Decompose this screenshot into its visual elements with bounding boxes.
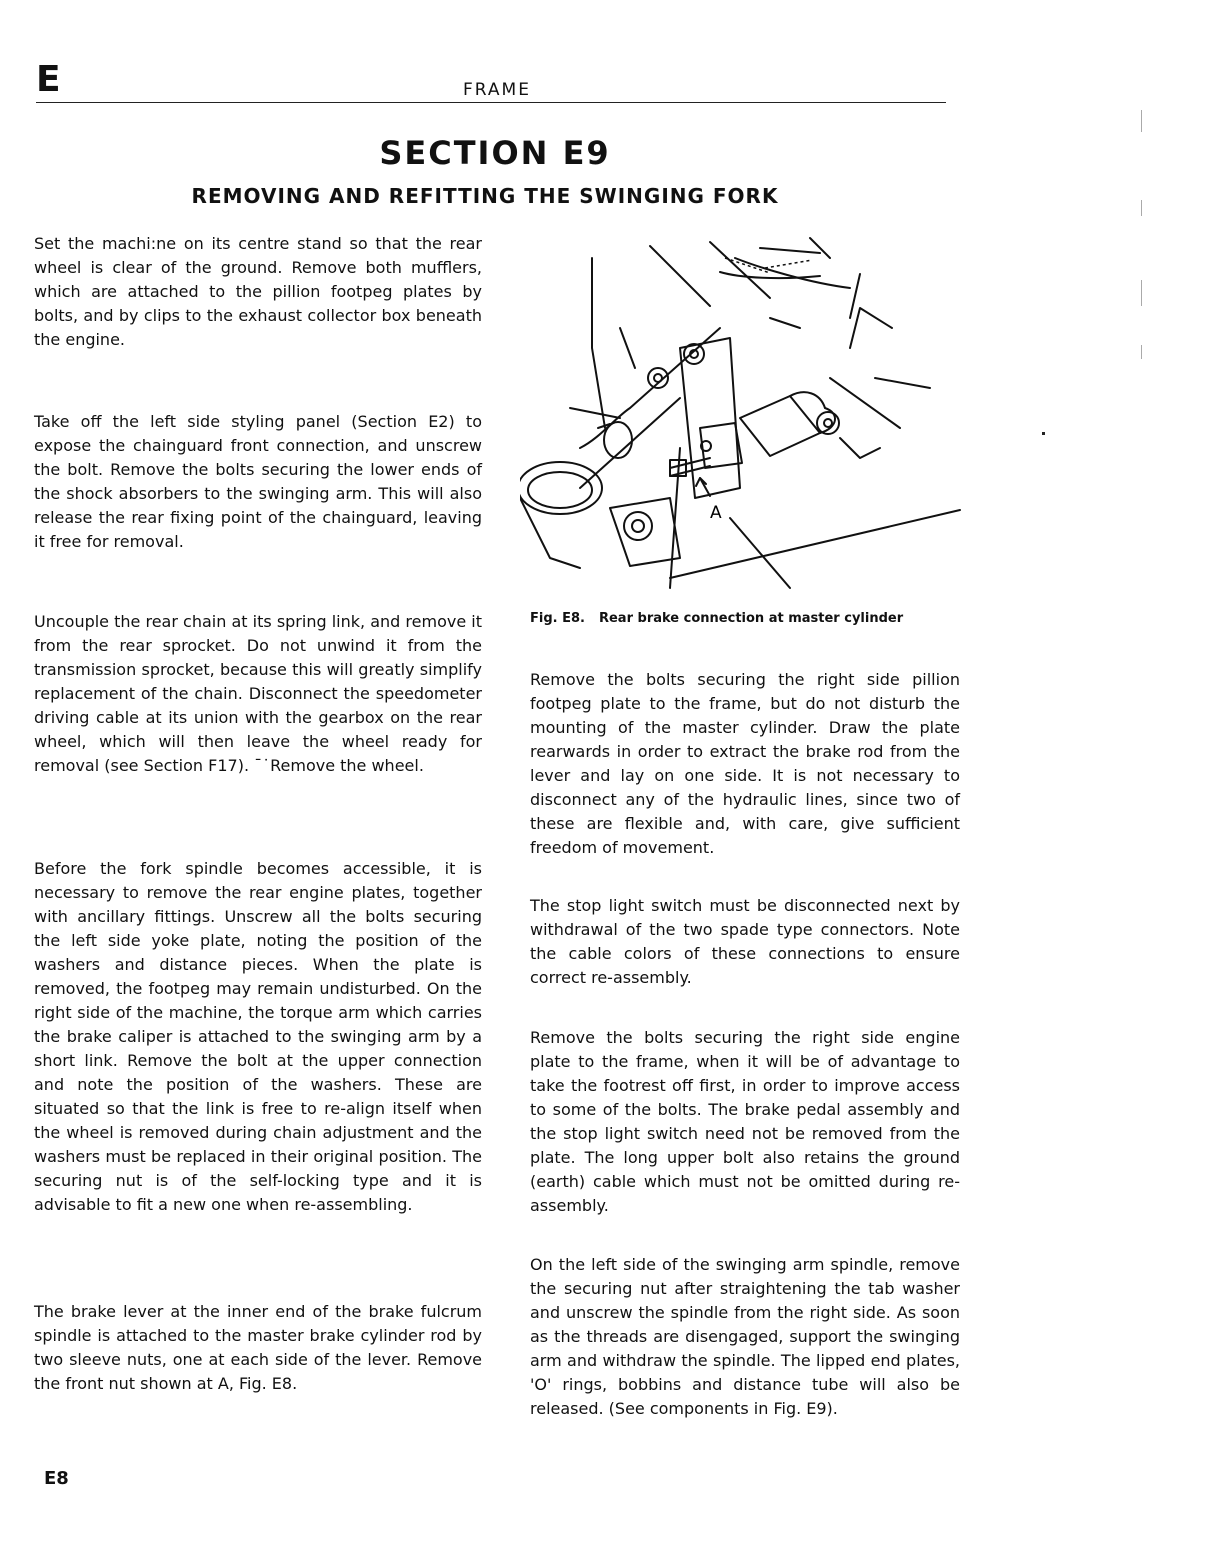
paragraph-spindle: On the left side of the swinging arm spindle, remove the securing nut after straightening the tab washer and unscrew the spindle from the right side. As soon as the threads are disengaged, support the swinging arm and withdraw the spindle. The lipped end plates, 'O' rings, bobbins and distance tube will also be released. (See components in Fig. E9). [530, 1255, 960, 1418]
page-number: E8 [44, 1468, 69, 1489]
paragraph-brake-lever: The brake lever at the inner end of the brake fulcrum spindle is attached to the master brake cylinder rod by two sleeve nuts, one at each side of the lever. Remove the front nut shown at A, Fig. E8. [34, 1302, 482, 1393]
paragraph-stop-light: The stop light switch must be disconnected next by withdrawal of the two spade type connectors. Note the cable colors of these connections to ensure correct re-assembly. [530, 896, 960, 987]
paragraph-styling-panel: Take off the left side styling panel (Section E2) to expose the chainguard front connection, and unscrew the bolt. Remove the bolts securing the lower ends of the shock absorbers to the swinging arm. This will also release the rear fixing point of the chainguard, leaving it free for removal. [34, 412, 482, 551]
scan-mark [1141, 110, 1142, 132]
scan-mark [1141, 280, 1142, 306]
paragraph-rear-chain: Uncouple the rear chain at its spring link, and remove it from the rear sprocket. Do not unwind it from the transmission sprocket, because this will greatly simplify replacement of the chain. Disconnect the speedometer driving cable at its union with the gearbox on the rear wheel, which will then leave the wheel ready for removal (see Section F17). ¯˙Remove the wheel. [34, 612, 482, 775]
callout-label-a: A [710, 503, 722, 523]
figure-caption [530, 611, 970, 626]
brake-connection-drawing [520, 228, 962, 590]
paragraph-engine-plates: Before the fork spindle becomes accessible, it is necessary to remove the rear engine plates, together with ancillary fittings. Unscrew all the bolts securing the left side yoke plate, noting the position of the washers and distance pieces. When the plate is removed, the footpeg may remain undisturbed. On the right side of the machine, the torque arm which carries the brake caliper is attached to the swinging arm by a short link. Remove the bolt at the upper connection and note the position of the washers. These are situated so that the link is free to re-align itself when the wheel is removed during chain adjustment and the washers must be replaced in their original position. The securing nut is of the self-locking type and it is advisable to fit a new one when re-assembling. [34, 859, 482, 1214]
scan-mark [1042, 432, 1045, 435]
section-subtitle: REMOVING AND REFITTING THE SWINGING FORK [191, 184, 779, 208]
section-title: SECTION E9 [379, 134, 611, 172]
paragraph-engine-plate: Remove the bolts securing the right side engine plate to the frame, when it will be of advantage to take the footrest off first, in order to improve access to some of the bolts. The brake pedal assembly and the stop light switch need not be removed from the plate. The long upper bolt also retains the ground (earth) cable which must not be omitted during re-assembly. [530, 1028, 960, 1215]
figure-caption-text: Rear brake connection at master cylinder [598, 611, 904, 626]
section-letter: E [36, 59, 61, 100]
figure-number: Fig. E8. [530, 611, 585, 626]
running-title: FRAME [463, 80, 531, 100]
paragraph-pillion-plate: Remove the bolts securing the right side pillion footpeg plate to the frame, but do not disturb the mounting of the master cylinder. Draw the plate rearwards in order to extract the brake rod from the lever and lay on one side. It is not necessary to disconnect any of the hydraulic lines, since two of these are flexible and, with care, give sufficient freedom of movement. [530, 670, 960, 857]
scan-mark [1141, 200, 1142, 216]
paragraph-stand-mufflers: Set the machi:ne on its centre stand so that the rear wheel is clear of the ground. Remove both mufflers, which are attached to the pillion footpeg plates by bolts, and by clips to the exhaust collector box beneath the engine. [34, 234, 482, 349]
header-rule [36, 102, 946, 103]
scan-mark [1141, 345, 1142, 359]
figure-e8-illustration [520, 228, 962, 590]
